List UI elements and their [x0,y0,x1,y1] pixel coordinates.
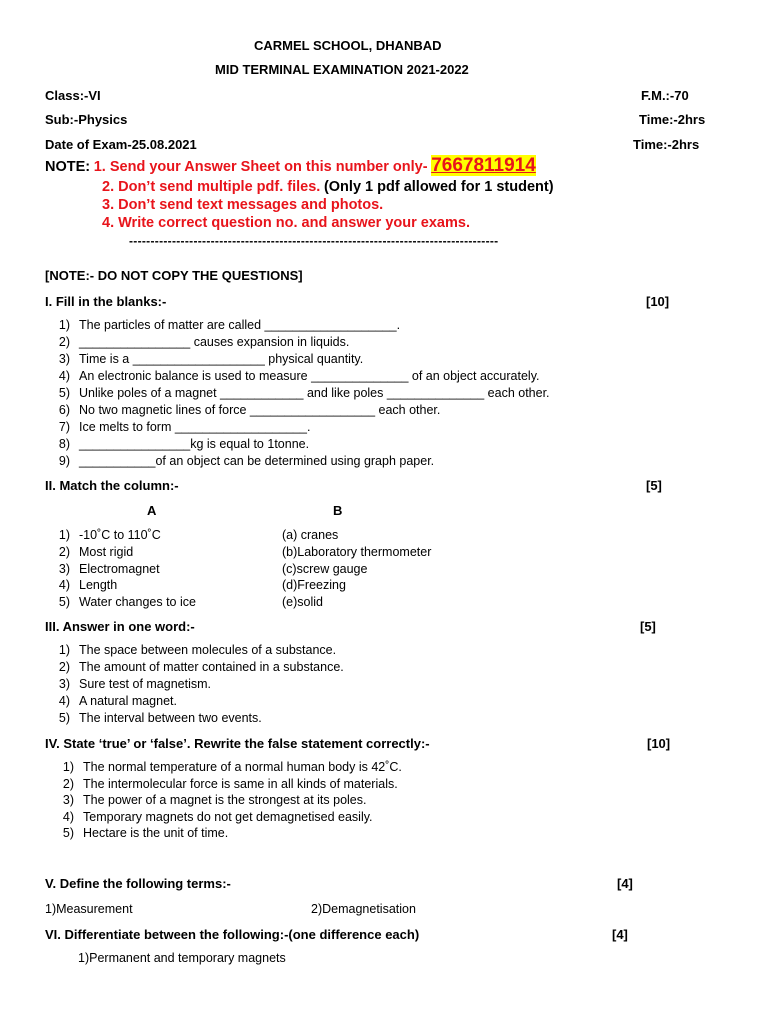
section-5-marks: [4] [617,876,633,891]
divider: -------------------------------------------------------------------------------------- [129,234,499,248]
note-item-4: 4. Write correct question no. and answer your exams. [102,215,470,231]
match-item-a: 2) Most rigid [58,545,134,559]
match-item-a: 1) -10˚C to 110˚C [58,528,161,542]
section-1-marks: [10] [646,294,670,309]
match-item-b: (c)screw gauge [282,562,368,576]
phone-number: 7667811914 [431,155,536,176]
column-a-header: A [147,503,157,518]
match-item-a: 5) Water changes to ice [58,595,196,609]
list-item: 2) The amount of matter contained in a substance. [58,660,344,674]
class-label: Class:-VI [45,88,101,103]
list-item: 6) No two magnetic lines of force __________________ each other. [58,403,441,417]
school-name: CARMEL SCHOOL, DHANBAD [254,38,442,53]
copy-note: [NOTE:- DO NOT COPY THE QUESTIONS] [45,268,303,283]
match-item-a: 3) Electromagnet [58,562,160,576]
time-label-2: Time:-2hrs [633,137,700,152]
define-item-1: 1)Measurement [45,902,133,916]
match-item-b: (d)Freezing [282,578,346,592]
section-6-marks: [4] [612,927,628,942]
list-item: 8) ________________kg is equal to 1tonne. [58,437,310,451]
list-item: 2) ________________ causes expansion in liquids. [58,335,350,349]
exam-date: Date of Exam-25.08.2021 [45,137,197,152]
match-item-b: (b)Laboratory thermometer [282,545,432,559]
section-4-marks: [10] [647,736,671,751]
section-4-title: IV. State ‘true’ or ‘false’. Rewrite the false statement correctly:- [45,736,430,751]
list-item: 4) A natural magnet. [58,694,177,708]
list-item: 4) Temporary magnets do not get demagnetised easily. [62,810,373,824]
list-item: 3) Sure test of magnetism. [58,677,212,691]
section-3-marks: [5] [640,619,656,634]
list-item: 1) The particles of matter are called ___________________. [58,318,401,332]
section-6-title: VI. Differentiate between the following:-(one difference each) [45,927,420,942]
list-item: 1) The normal temperature of a normal human body is 42˚C. [62,760,402,774]
exam-title: MID TERMINAL EXAMINATION 2021-2022 [215,62,469,77]
list-item: 7) Ice melts to form ___________________. [58,420,311,434]
match-item-a: 4) Length [58,578,118,592]
match-item-b: (e)solid [282,595,323,609]
define-item-2: 2)Demagnetisation [311,902,416,916]
section-2-marks: [5] [646,478,662,493]
list-item: 5) The interval between two events. [58,711,262,725]
section-3-title: III. Answer in one word:- [45,619,195,634]
differentiate-item-1: 1)Permanent and temporary magnets [78,951,286,965]
section-5-title: V. Define the following terms:- [45,876,231,891]
match-item-b: (a) cranes [282,528,339,542]
note-item-1: 1. Send your Answer Sheet on this number only- [93,159,428,175]
list-item: 5) Hectare is the unit of time. [62,826,229,840]
list-item: 5) Unlike poles of a magnet ____________ and like poles ______________ each other. [58,386,550,400]
note-item-2-extra: (Only 1 pdf allowed for 1 student) [323,179,554,195]
time-label-1: Time:-2hrs [639,112,706,127]
note-label: NOTE: [45,159,91,175]
list-item: 3) Time is a ___________________ physical quantity. [58,352,364,366]
note-line-2 [102,179,554,195]
list-item: 1) The space between molecules of a substance. [58,643,337,657]
column-b-header: B [333,503,343,518]
list-item: 9) ___________of an object can be determined using graph paper. [58,454,435,468]
section-2-title: II. Match the column:- [45,478,179,493]
list-item: 2) The intermolecular force is same in all kinds of materials. [62,777,398,791]
subject-label: Sub:-Physics [45,112,128,127]
section-1-title: I. Fill in the blanks:- [45,294,167,309]
list-item: 4) An electronic balance is used to measure ______________ of an object accurately. [58,369,540,383]
note-line-1 [45,155,536,177]
note-item-2: 2. Don’t send multiple pdf. files. [102,179,321,195]
full-marks: F.M.:-70 [641,88,689,103]
list-item: 3) The power of a magnet is the strongest at its poles. [62,793,367,807]
note-item-3: 3. Don’t send text messages and photos. [102,197,384,213]
